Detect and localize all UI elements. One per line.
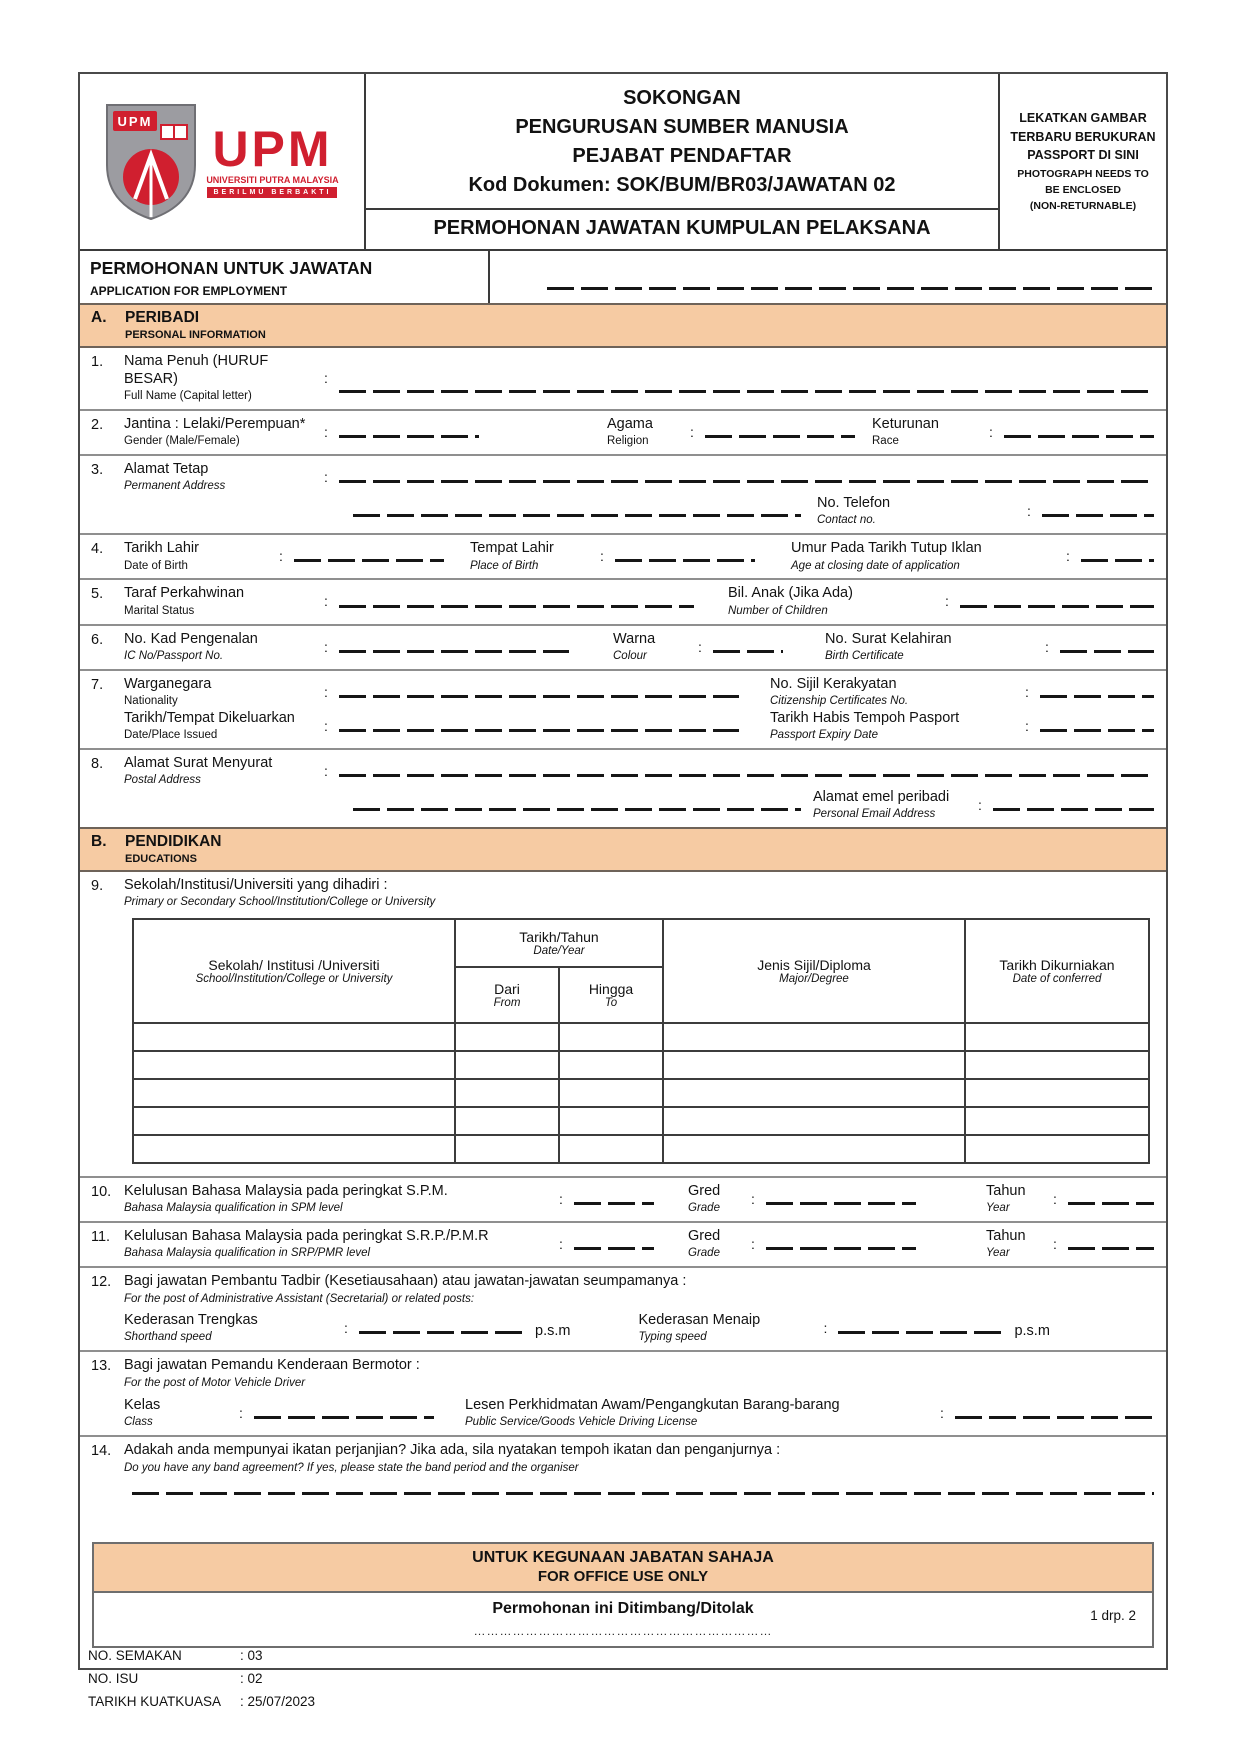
item3-telefon-en: Contact no. [817, 514, 876, 527]
item12-trengkas-ml: Kederasan Trengkas [124, 1312, 258, 1329]
item7-pasport-ml: Tarikh Habis Tempoh Pasport [770, 709, 960, 726]
item7-label-en: Nationality [124, 694, 178, 707]
header-support-line1: SOKONGAN [623, 87, 741, 109]
application-position-field [490, 251, 1166, 303]
upm-wordmark [206, 120, 339, 198]
edu-cell [455, 1023, 559, 1051]
item4-dob-line [294, 559, 444, 562]
item1-input-line [339, 390, 1154, 393]
item6-ic-line [339, 650, 569, 653]
edu-row [133, 1023, 1149, 1051]
edu-col-date-en: Date/Year [533, 944, 585, 957]
footer-row-semakan [88, 1645, 315, 1668]
edu-cell [663, 1079, 965, 1107]
edu-row [133, 1079, 1149, 1107]
item8-postal-line2 [353, 808, 801, 811]
office-decision-text: Permohonan ini Ditimbang/Ditolak [492, 1600, 754, 1618]
upm-shield-icon [105, 103, 197, 221]
colon: : [239, 1404, 243, 1421]
item12-psm2: p.s.m [1014, 1323, 1050, 1340]
item11-pmr-line [574, 1247, 654, 1250]
colon: : [751, 1235, 755, 1252]
item3-label-ml: Alamat Tetap [124, 461, 209, 478]
edu-cell [965, 1051, 1149, 1079]
edu-col-conferred [965, 919, 1149, 1023]
application-row-ml: PERMOHONAN UNTUK JAWATAN [90, 258, 373, 278]
item8-label-ml: Alamat Surat Menyurat [124, 754, 273, 771]
edu-row [133, 1135, 1149, 1163]
colon: : [324, 717, 328, 734]
item6-warna-en: Colour [613, 649, 647, 662]
colon: : [324, 370, 328, 387]
item5-number: 5. [91, 586, 104, 603]
item9-label-ml: Sekolah/Institusi/Universiti yang dihadiri : [124, 876, 388, 893]
item13-lesen-en: Public Service/Goods Vehicle Driving License [465, 1415, 698, 1428]
item3-telefon-line [1042, 514, 1154, 517]
item6-row [80, 624, 1166, 669]
colon: : [1053, 1235, 1057, 1252]
footer-kuatkuasa-label: TARIKH KUATKUASA [88, 1693, 222, 1709]
footer-semakan-label: NO. SEMAKAN [88, 1648, 182, 1663]
item10-label-en: Bahasa Malaysia qualification in SPM level [124, 1202, 343, 1214]
footer-row-isu [88, 1668, 315, 1691]
colon: : [600, 548, 604, 565]
application-position-line [547, 287, 1154, 290]
form-header [80, 74, 1166, 251]
item5-row [80, 578, 1166, 623]
item7-number: 7. [91, 676, 104, 693]
edu-cell [965, 1023, 1149, 1051]
item5-children-line [960, 605, 1154, 608]
item12-number: 12. [91, 1274, 112, 1290]
item2-race-line [1004, 435, 1154, 438]
photo-box-text-ml: LEKATKAN GAMBAR TERBARU BERUKURAN PASSPORT DI SINI [1010, 110, 1156, 163]
item6-warna-ml: Warna [613, 630, 656, 647]
application-row [80, 251, 1166, 303]
photo-box [1000, 74, 1166, 249]
item14-label-en: Do you have any band agreement? If yes, please state the band period and the organiser [124, 1461, 579, 1474]
edu-cell [455, 1079, 559, 1107]
section-b-letter: B. [91, 832, 107, 850]
item3-address-line1 [339, 480, 1154, 483]
item10-grade-line [766, 1202, 916, 1205]
header-support-line2: PENGURUSAN SUMBER MANUSIA [515, 116, 849, 138]
item9-label-en: Primary or Secondary School/Institution/College or University [124, 895, 436, 908]
item8-label-en: Postal Address [124, 773, 201, 786]
item13-kelas-ml: Kelas [124, 1396, 161, 1413]
item2-religion-line [705, 435, 855, 438]
edu-col-conferred-en: Date of conferred [1012, 972, 1102, 985]
item8-emel-en: Personal Email Address [813, 807, 936, 820]
colon: : [945, 593, 949, 610]
colon: : [324, 683, 328, 700]
item12-row [80, 1266, 1166, 1350]
item11-number: 11. [91, 1228, 111, 1245]
office-use-body [94, 1593, 1152, 1646]
logo-cell [80, 74, 366, 249]
item13-class-line [254, 1416, 434, 1419]
office-use-header [94, 1544, 1152, 1593]
edu-col-school [133, 919, 455, 1023]
item7-sijil-en: Citizenship Certificates No. [770, 694, 909, 707]
upm-acronym: UPM [212, 120, 333, 177]
edu-col-school-ml: Sekolah/ Institusi /Universiti [208, 956, 380, 973]
item5-label-ml: Taraf Perkahwinan [124, 585, 245, 602]
item4-umur-ml: Umur Pada Tarikh Tutup Iklan [791, 540, 982, 557]
item3-address-line2 [353, 514, 801, 517]
colon: : [324, 593, 328, 610]
edu-col-to-en: To [604, 996, 618, 1009]
edu-cell [455, 1135, 559, 1163]
edu-cell [663, 1023, 965, 1051]
application-row-en: APPLICATION FOR EMPLOYMENT [90, 284, 288, 298]
edu-cell [663, 1051, 965, 1079]
item10-row [80, 1176, 1166, 1221]
edu-row [133, 1051, 1149, 1079]
item7-tarikh-en: Date/Place Issued [124, 728, 218, 741]
edu-col-to-ml: Hingga [588, 980, 634, 997]
item9-row [80, 872, 1166, 1176]
item3-row [80, 454, 1166, 533]
item11-label-ml: Kelulusan Bahasa Malaysia pada peringkat S.R.P./P.M.R [124, 1227, 489, 1244]
item12-trengkas-en: Shorthand speed [124, 1331, 212, 1344]
item11-tahun-en: Year [986, 1247, 1010, 1260]
edu-cell [455, 1051, 559, 1079]
colon: : [324, 638, 328, 655]
section-a-title-en: PERSONAL INFORMATION [125, 329, 266, 341]
edu-cell [965, 1107, 1149, 1135]
item11-year-line [1068, 1247, 1154, 1250]
item4-tempat-ml: Tempat Lahir [470, 540, 554, 557]
section-a-title-ml: PERIBADI [125, 309, 200, 326]
colon: : [989, 424, 993, 441]
edu-cell [133, 1023, 455, 1051]
section-a-bar [80, 303, 1166, 348]
item12-typing-line [838, 1331, 1008, 1334]
item7-citizenship-line [1040, 695, 1154, 698]
education-table [132, 918, 1150, 1164]
edu-table-body [133, 1023, 1149, 1163]
item4-label-ml: Tarikh Lahir [124, 540, 199, 557]
item2-keturunan-ml: Keturunan [872, 416, 939, 433]
edu-cell [559, 1107, 663, 1135]
item4-row [80, 533, 1166, 578]
upm-logo [105, 103, 338, 221]
item7-expiry-line [1040, 729, 1154, 732]
edu-col-to [559, 967, 663, 1023]
item5-label-en: Marital Status [124, 604, 195, 617]
item7-sijil-ml: No. Sijil Kerakyatan [770, 675, 897, 692]
item5-anak-ml: Bil. Anak (Jika Ada) [728, 585, 853, 602]
item11-gred-ml: Gred [688, 1227, 721, 1244]
colon: : [698, 638, 702, 655]
item12-psm1: p.s.m [535, 1323, 571, 1340]
item12-shorthand-line [359, 1331, 529, 1334]
item7-tarikh-ml: Tarikh/Tempat Dikeluarkan [124, 709, 295, 726]
colon: : [690, 424, 694, 441]
edu-col-from [455, 967, 559, 1023]
item10-spm-line [574, 1202, 654, 1205]
colon: : [344, 1320, 348, 1337]
item13-lesen-ml: Lesen Perkhidmatan Awam/Pengangkutan Barang-barang [465, 1396, 840, 1413]
colon: : [279, 548, 283, 565]
colon: : [823, 1320, 828, 1337]
edu-cell [663, 1135, 965, 1163]
edu-cell [559, 1079, 663, 1107]
edu-col-from-en: From [493, 996, 521, 1009]
item7-label-ml: Warganegara [124, 675, 212, 692]
edu-cell [133, 1135, 455, 1163]
item13-kelas-en: Class [124, 1415, 153, 1428]
edu-cell [965, 1135, 1149, 1163]
header-office: PEJABAT PENDAFTAR [572, 145, 792, 167]
footer-row-kuatkuasa [88, 1691, 315, 1714]
item14-row [80, 1435, 1166, 1516]
item13-license-line [955, 1416, 1154, 1419]
header-center-cell [366, 74, 1000, 249]
office-decision-dotted-line: …………………………………………………………… [473, 1624, 773, 1639]
colon: : [1027, 503, 1031, 520]
photo-box-text-en [1009, 167, 1157, 214]
application-form [78, 72, 1168, 1670]
item2-label-ml: Jantina : Lelaki/Perempuan* [124, 416, 306, 433]
edu-col-date [455, 919, 663, 967]
item11-tahun-ml: Tahun [986, 1227, 1026, 1244]
edu-col-from-ml: Dari [494, 980, 520, 997]
edu-cell [559, 1051, 663, 1079]
item10-gred-en: Grade [688, 1202, 720, 1214]
photo-box-en-line: PHOTOGRAPH NEEDS TO BE ENCLOSED [1017, 168, 1149, 196]
item8-number: 8. [91, 755, 104, 772]
item13-label-en: For the post of Motor Vehicle Driver [124, 1377, 306, 1390]
item4-tempat-en: Place of Birth [470, 559, 539, 572]
section-a-letter: A. [91, 309, 107, 326]
edu-col-conferred-ml: Tarikh Dikurniakan [999, 956, 1115, 973]
upm-university-name: UNIVERSITI PUTRA MALAYSIA [206, 174, 339, 185]
colon: : [559, 1235, 563, 1252]
edu-cell [455, 1107, 559, 1135]
item4-label-en: Date of Birth [124, 559, 188, 572]
colon: : [751, 1190, 755, 1207]
edu-col-cert-en: Major/Degree [779, 972, 849, 985]
item2-row [80, 409, 1166, 454]
office-use-ml: UNTUK KEGUNAAN JABATAN SAHAJA [472, 1549, 774, 1567]
item6-surat-ml: No. Surat Kelahiran [825, 630, 952, 647]
edu-col-school-en: School/Institution/College or University [195, 972, 393, 985]
item6-label-ml: No. Kad Pengenalan [124, 630, 258, 647]
item10-tahun-ml: Tahun [986, 1182, 1026, 1199]
edu-col-cert-ml: Jenis Sijil/Diploma [757, 956, 871, 973]
item4-age-line [1081, 559, 1154, 562]
item8-row [80, 748, 1166, 827]
item7-row [80, 669, 1166, 748]
application-row-label [80, 251, 490, 303]
item10-number: 10. [91, 1183, 112, 1200]
item13-label-ml: Bagi jawatan Pemandu Kenderaan Bermotor : [124, 1357, 420, 1374]
item3-number: 3. [91, 462, 104, 479]
item10-gred-ml: Gred [688, 1182, 721, 1199]
item11-label-en: Bahasa Malaysia qualification in SRP/PMR level [124, 1247, 371, 1260]
colon: : [324, 762, 328, 779]
item4-umur-en: Age at closing date of application [791, 559, 960, 572]
item5-marital-line [339, 605, 694, 608]
header-center-top [366, 74, 998, 208]
item11-grade-line [766, 1247, 916, 1250]
footer-isu-label: NO. ISU [88, 1670, 139, 1686]
upm-shield-acronym: UPM [117, 113, 153, 129]
item12-label-ml: Bagi jawatan Pembantu Tadbir (Kesetiausahaan) atau jawatan-jawatan seumpamanya : [124, 1273, 687, 1289]
item10-label-ml: Kelulusan Bahasa Malaysia pada peringkat S.P.M. [124, 1182, 448, 1199]
item5-anak-en: Number of Children [728, 604, 828, 617]
edu-cell [663, 1107, 965, 1135]
form-title: PERMOHONAN JAWATAN KUMPULAN PELAKSANA [366, 208, 998, 249]
footer-kuatkuasa-value: : 25/07/2023 [240, 1693, 316, 1709]
edu-cell [559, 1023, 663, 1051]
edu-col-date-ml: Tarikh/Tahun [519, 928, 599, 945]
item12-menaip-en: Typing speed [638, 1331, 707, 1344]
item6-label-en: IC No/Passport No. [124, 649, 224, 662]
colon: : [324, 469, 328, 486]
item8-emel-ml: Alamat emel peribadi [813, 788, 950, 805]
item7-issued-line [339, 729, 739, 732]
colon: : [1025, 683, 1029, 700]
item10-year-line [1068, 1202, 1154, 1205]
footer-isu-value: : 02 [240, 1670, 263, 1686]
edu-cell [133, 1051, 455, 1079]
edu-cell [559, 1135, 663, 1163]
page-number: 1 drp. 2 [1090, 1608, 1136, 1623]
item7-pasport-en: Passport Expiry Date [770, 728, 879, 741]
item2-agama-ml: Agama [607, 416, 653, 433]
item9-number: 9. [91, 877, 104, 894]
section-b-title-en: EDUCATIONS [125, 852, 197, 865]
item6-colour-line [713, 650, 783, 653]
item11-gred-en: Grade [688, 1247, 720, 1260]
colon: : [1053, 1190, 1057, 1207]
item13-number: 13. [91, 1358, 112, 1375]
item14-label-ml: Adakah anda mempunyai ikatan perjanjian? Jika ada, sila nyatakan tempoh ikatan dan penganjurnya : [124, 1441, 781, 1458]
edu-row [133, 1107, 1149, 1135]
edu-cell [965, 1079, 1149, 1107]
photo-box-en-line2: (NON-RETURNABLE) [1029, 199, 1137, 212]
item6-birthcert-line [1060, 650, 1154, 653]
item12-menaip-ml: Kederasan Menaip [638, 1312, 761, 1329]
colon: : [978, 796, 982, 813]
item7-nationality-line [339, 695, 739, 698]
item6-number: 6. [91, 631, 104, 648]
item2-number: 2. [91, 417, 104, 434]
item4-number: 4. [91, 541, 104, 558]
item2-agama-en: Religion [607, 435, 649, 448]
office-use-box [92, 1542, 1154, 1648]
item13-row [80, 1350, 1166, 1434]
item2-gender-line [339, 435, 479, 438]
item14-number: 14. [91, 1442, 112, 1459]
office-use-en: FOR OFFICE USE ONLY [537, 1568, 709, 1586]
document-control-footer [88, 1645, 315, 1714]
colon: : [559, 1190, 563, 1207]
header-doc-code: Kod Dokumen: SOK/BUM/BR03/JAWATAN 02 [468, 174, 896, 196]
edu-cell [133, 1107, 455, 1135]
item2-keturunan-en: Race [872, 435, 899, 448]
edu-col-cert [663, 919, 965, 1023]
colon: : [940, 1404, 944, 1421]
item8-postal-line1 [339, 774, 1154, 777]
footer-semakan-value: : 03 [240, 1648, 263, 1663]
upm-motto: BERILMU BERBAKTI [207, 187, 337, 198]
section-b-title-ml: PENDIDIKAN [125, 832, 222, 850]
item11-row [80, 1221, 1166, 1266]
item3-label-en: Permanent Address [124, 480, 226, 493]
item4-pob-line [615, 559, 755, 562]
section-b-bar [80, 827, 1166, 872]
item12-label-en: For the post of Administrative Assistant (Secretarial) or related posts: [124, 1292, 475, 1305]
item2-label-en: Gender (Male/Female) [124, 435, 240, 448]
item3-telefon-ml: No. Telefon [817, 495, 891, 512]
item6-surat-en: Birth Certificate [825, 649, 904, 662]
colon: : [324, 424, 328, 441]
item8-email-line [993, 808, 1154, 811]
item14-agreement-line [132, 1492, 1154, 1495]
edu-cell [133, 1079, 455, 1107]
item10-tahun-en: Year [986, 1202, 1010, 1214]
colon: : [1045, 638, 1049, 655]
item1-label-ml: Nama Penuh (HURUF BESAR) [124, 353, 269, 388]
item1-number: 1. [91, 354, 104, 370]
item1-row [80, 348, 1166, 409]
item1-label-en: Full Name (Capital letter) [124, 390, 252, 403]
colon: : [1066, 548, 1070, 565]
colon: : [1025, 717, 1029, 734]
